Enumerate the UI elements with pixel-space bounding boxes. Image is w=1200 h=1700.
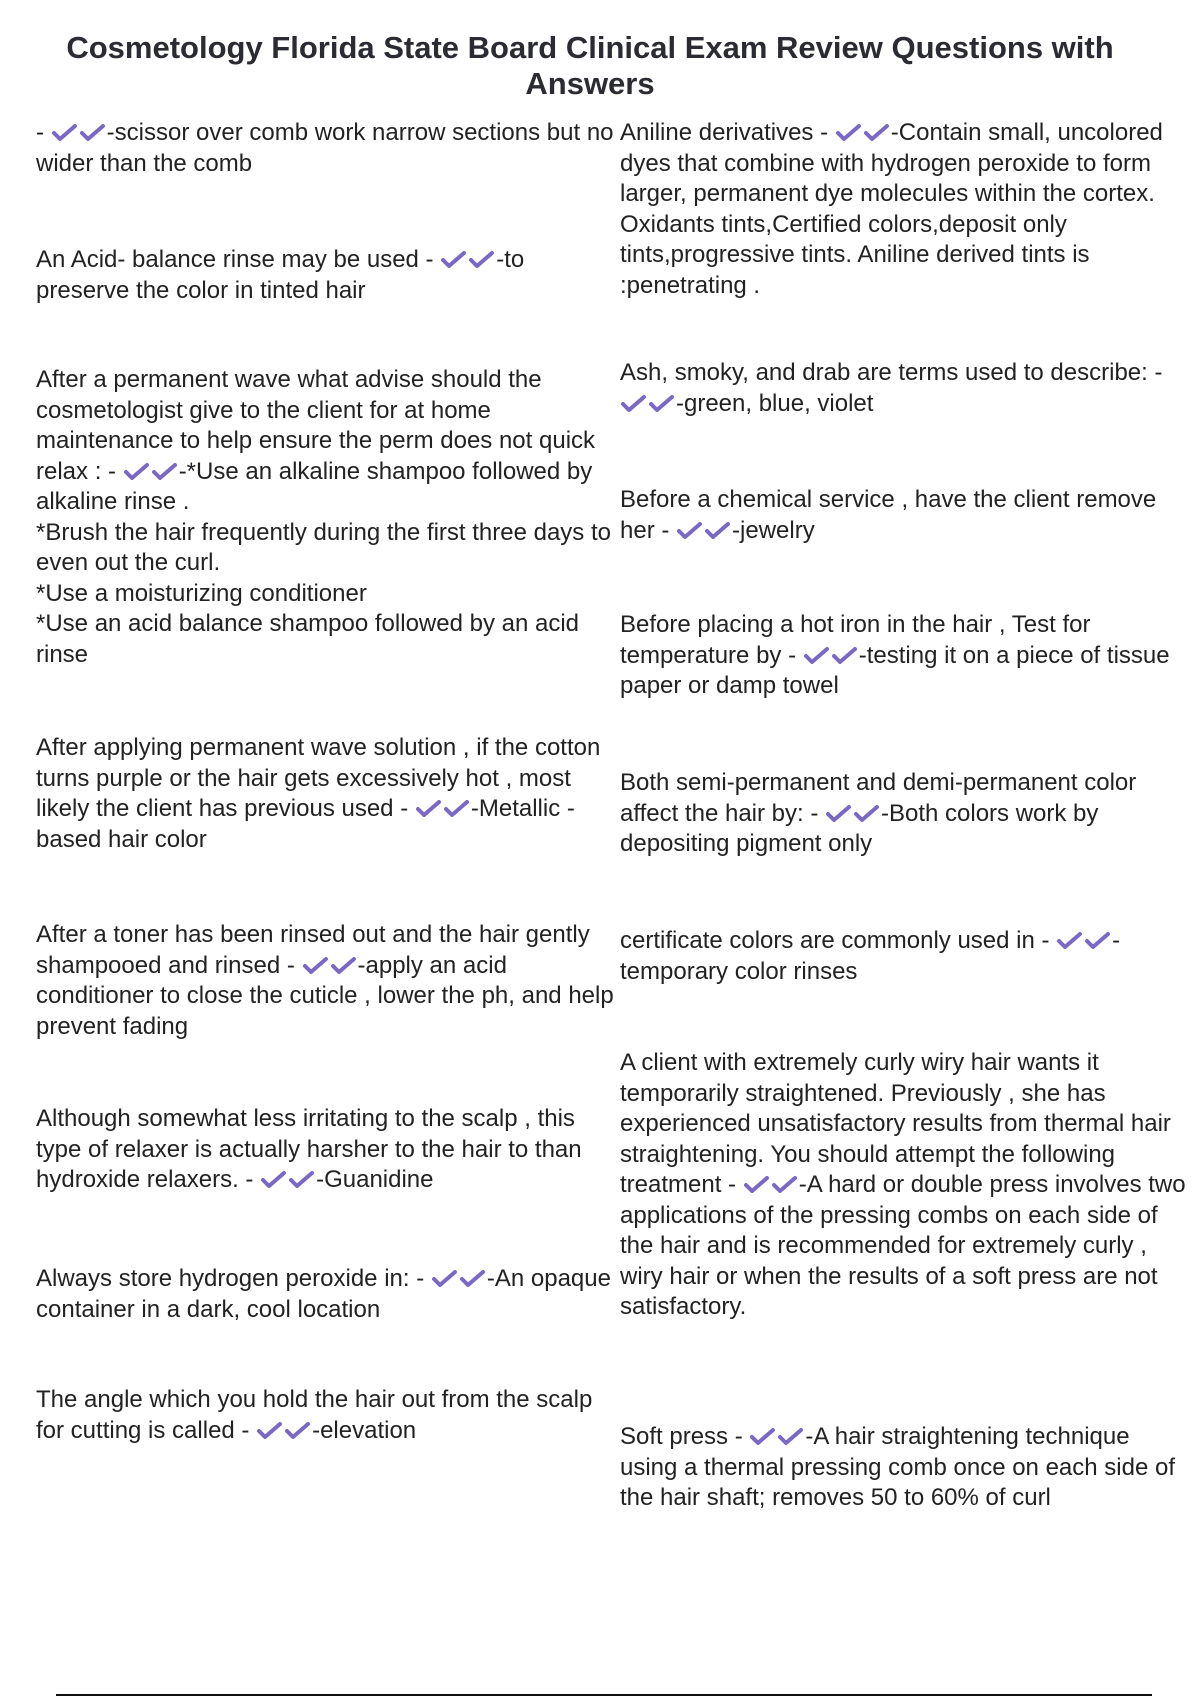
question-text: certificate colors are commonly used in - (620, 927, 1050, 954)
check-icon (288, 1170, 316, 1190)
check-icon (1056, 931, 1084, 951)
answer-text: -apply an acid conditioner to close the cuticle , lower the ph, and help prevent fading (36, 951, 614, 1040)
answer-text: -Guanidine (316, 1166, 434, 1193)
check-icon (648, 394, 676, 414)
check-icon (803, 646, 831, 666)
question-text: An Acid- balance rinse may be used - (36, 246, 434, 273)
check-icon (620, 394, 648, 414)
answer-text: -scissor over comb work narrow sections but no wider than the comb (36, 119, 614, 177)
check-icon (704, 521, 732, 541)
question-text: Always store hydrogen peroxide in: - (36, 1265, 425, 1292)
qa-item (620, 358, 1190, 419)
question-text: The angle which you hold the hair out from the scalp for cutting is called - (36, 1386, 593, 1444)
check-icon (256, 1421, 284, 1441)
question-text: Both semi-permanent and demi-permanent color affect the hair by: - (620, 769, 1137, 827)
check-icon (431, 1269, 459, 1289)
answer-text: -A hard or double press involves two applications of the pressing combs on each side of the hair and is recommended for extremely curly , wiry hair or when the results of a soft press are not satisfactory. (620, 1171, 1186, 1320)
answer-text: -green, blue, violet (676, 389, 874, 417)
check-icon (443, 799, 471, 819)
check-icon (831, 646, 859, 666)
check-icon (330, 956, 358, 976)
question-text: Although somewhat less irritating to the scalp , this type of relaxer is actually harsher to the hair to than hydroxide relaxers. - (36, 1105, 582, 1193)
check-icon (835, 123, 863, 143)
qa-item (36, 365, 616, 670)
check-icon (123, 462, 151, 482)
check-icon (771, 1175, 799, 1195)
qa-item (620, 485, 1190, 546)
answer-text: -temporary color rinses (620, 927, 1121, 985)
qa-item (620, 610, 1190, 702)
qa-item (620, 118, 1190, 301)
question-text: A client with extremely curly wiry hair wants it temporarily straightened. Previously , she has experienced unsatisfactory results from thermal hair straightening. You should attempt the following treatment - (620, 1049, 1171, 1198)
answer-text: -Both colors work by depositing pigment only (620, 799, 1099, 857)
answer-text: -testing it on a piece of tissue paper or damp towel (620, 641, 1170, 699)
question-text: - (36, 119, 44, 146)
check-icon (825, 804, 853, 824)
check-icon (284, 1421, 312, 1441)
qa-item (36, 118, 616, 179)
check-icon (79, 123, 107, 143)
answer-text: -Metallic - based hair color (36, 795, 575, 853)
qa-item (36, 1264, 616, 1325)
qa-item (620, 1422, 1190, 1514)
check-icon (743, 1175, 771, 1195)
qa-item (36, 733, 616, 855)
answer-text: -elevation (312, 1416, 417, 1444)
question-text: After a toner has been rinsed out and the hair gently shampooed and rinsed - (36, 921, 590, 979)
question-text: Before a chemical service , have the client remove her - (620, 486, 1157, 544)
check-icon (440, 250, 468, 270)
answer-text: -Contain small, uncolored dyes that combine with hydrogen peroxide to form larger, permanent dye molecules within the cortex. Oxidants tints,Certified colors,deposit only tints,progressive tints. Aniline derived tints is :penetrating . (620, 119, 1163, 299)
answer-text: -An opaque container in a dark, cool location (36, 1265, 611, 1323)
footer-divider (56, 1694, 1152, 1696)
page-title: Cosmetology Florida State Board Clinical Exam Review Questions with Answers (66, 30, 1114, 101)
check-icon (749, 1427, 777, 1447)
question-text: After a permanent wave what advise should the cosmetologist give to the client for at home maintenance to help ensure the perm does not quick relax : - (36, 366, 596, 485)
check-icon (863, 123, 891, 143)
check-icon (302, 956, 330, 976)
check-icon (853, 804, 881, 824)
qa-item (36, 1385, 616, 1446)
question-text: Before placing a hot iron in the hair , Test for temperature by - (620, 611, 1091, 669)
check-icon (1084, 931, 1112, 951)
qa-item (620, 1048, 1190, 1323)
qa-item (620, 926, 1190, 987)
check-icon (260, 1170, 288, 1190)
question-text: After applying permanent wave solution , if the cotton turns purple or the hair gets excessively hot , most likely the client has previous used - (36, 734, 601, 822)
qa-item (620, 768, 1190, 860)
question-text: Soft press - (620, 1423, 743, 1450)
qa-item (36, 1104, 616, 1196)
question-text: Aniline derivatives - (620, 119, 829, 146)
answer-text: -to preserve the color in tinted hair (36, 246, 525, 304)
check-icon (51, 123, 79, 143)
answer-text: -*Use an alkaline shampoo followed by alkaline rinse . *Brush the hair frequently during the first three days to even out the curl. *Use a moisturizing conditioner *Use an acid balance shampoo followed by an acid rinse (36, 457, 611, 668)
question-text: Ash, smoky, and drab are terms used to describe: - (620, 359, 1163, 386)
qa-item (36, 245, 616, 306)
check-icon (468, 250, 496, 270)
answer-text: -jewelry (732, 516, 815, 544)
qa-item (36, 920, 616, 1042)
check-icon (459, 1269, 487, 1289)
check-icon (151, 462, 179, 482)
check-icon (676, 521, 704, 541)
check-icon (777, 1427, 805, 1447)
check-icon (415, 799, 443, 819)
answer-text: -A hair straightening technique using a thermal pressing comb once on each side of the hair shaft; removes 50 to 60% of curl (620, 1423, 1175, 1511)
